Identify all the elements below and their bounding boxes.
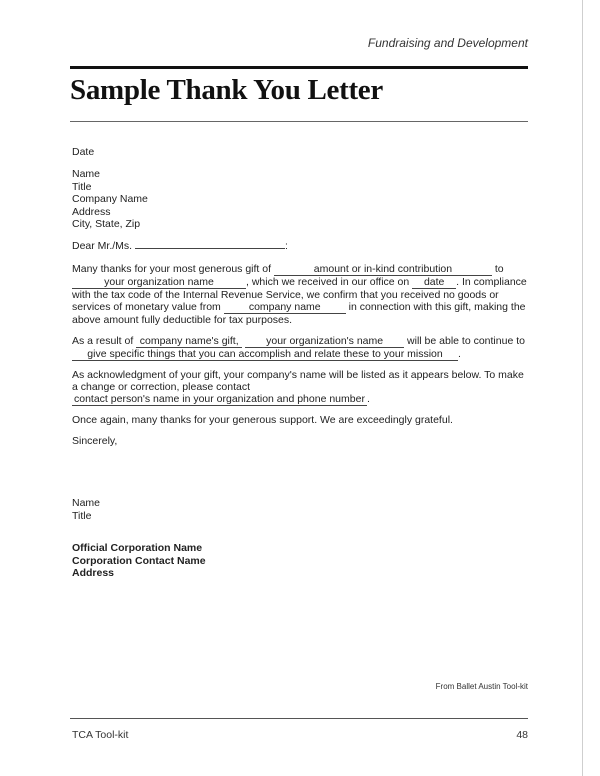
paragraph-thanks: Once again, many thanks for your generous support. We are exceedingly grateful.: [72, 414, 453, 427]
company-gift-blank: company name's gift,: [136, 336, 242, 348]
paragraph-text: As a result of: [72, 334, 134, 347]
title-bottom-rule: [70, 121, 528, 122]
paragraph-gift: [72, 263, 532, 327]
date-blank: date: [412, 277, 456, 289]
paragraph-text: .: [458, 347, 461, 360]
section-header: Fundraising and Development: [367, 36, 528, 50]
paragraph-text: , which we received in our office on: [246, 275, 410, 288]
signer-title: Title: [72, 509, 92, 522]
paragraph-text: As acknowledgment of your gift, your company's name will be listed as it appears below. To make a change or correction, please contact: [72, 368, 524, 394]
footer-rule: [70, 718, 528, 719]
closing: Sincerely,: [72, 434, 118, 447]
source-note: From Ballet Austin Tool-kit: [435, 682, 528, 691]
letter-body: [72, 146, 532, 579]
contact-person-blank: contact person's name in your organization and phone number: [74, 393, 365, 406]
paragraph-text: to: [494, 262, 504, 275]
organization-name-blank: your organization name: [72, 277, 246, 289]
recipient-address: Address: [72, 205, 111, 218]
title-top-rule: [70, 66, 528, 69]
paragraph-text: Many thanks for your most generous gift of: [72, 262, 272, 275]
recipient-name: Name: [72, 168, 101, 181]
company-name-blank: company name: [224, 302, 346, 314]
organization-name-blank: your organization's name: [245, 336, 404, 348]
signer-name: Name: [72, 497, 101, 510]
footer-title: TCA Tool-kit: [72, 729, 129, 741]
paragraph-text: will be able to continue to: [407, 334, 525, 347]
mission-blank: give specific things that you can accomplish and relate these to your mission: [72, 349, 458, 361]
salutation-prefix: Dear Mr./Ms.: [72, 240, 133, 253]
letter-date: Date: [72, 146, 95, 158]
page-number: 48: [516, 729, 528, 741]
corporation-address: Address: [72, 566, 115, 579]
page-title: Sample Thank You Letter: [70, 74, 383, 106]
paragraph-acknowledgment: [72, 369, 532, 407]
gift-amount-blank: amount or in-kind contribution: [274, 264, 492, 276]
paragraph-text: in connection with this gift, making the above amount fully deductible for tax purposes.: [72, 301, 526, 327]
salutation-name-blank: [135, 248, 285, 249]
corporation-contact-name: Corporation Contact Name: [72, 554, 206, 567]
salutation: [72, 240, 532, 252]
recipient-company: Company Name: [72, 193, 148, 206]
official-corporation-name: Official Corporation Name: [72, 542, 203, 555]
paragraph-text: .: [366, 393, 370, 406]
recipient-title: Title: [72, 180, 92, 193]
paragraph-text: . In compliance with the tax code of the Internal Revenue Service, we confirm that you received no goods or services of monetary value from: [72, 275, 527, 314]
paragraph-result: [72, 335, 532, 361]
salutation-suffix: :: [285, 240, 288, 253]
recipient-city-state-zip: City, State, Zip: [72, 218, 141, 231]
